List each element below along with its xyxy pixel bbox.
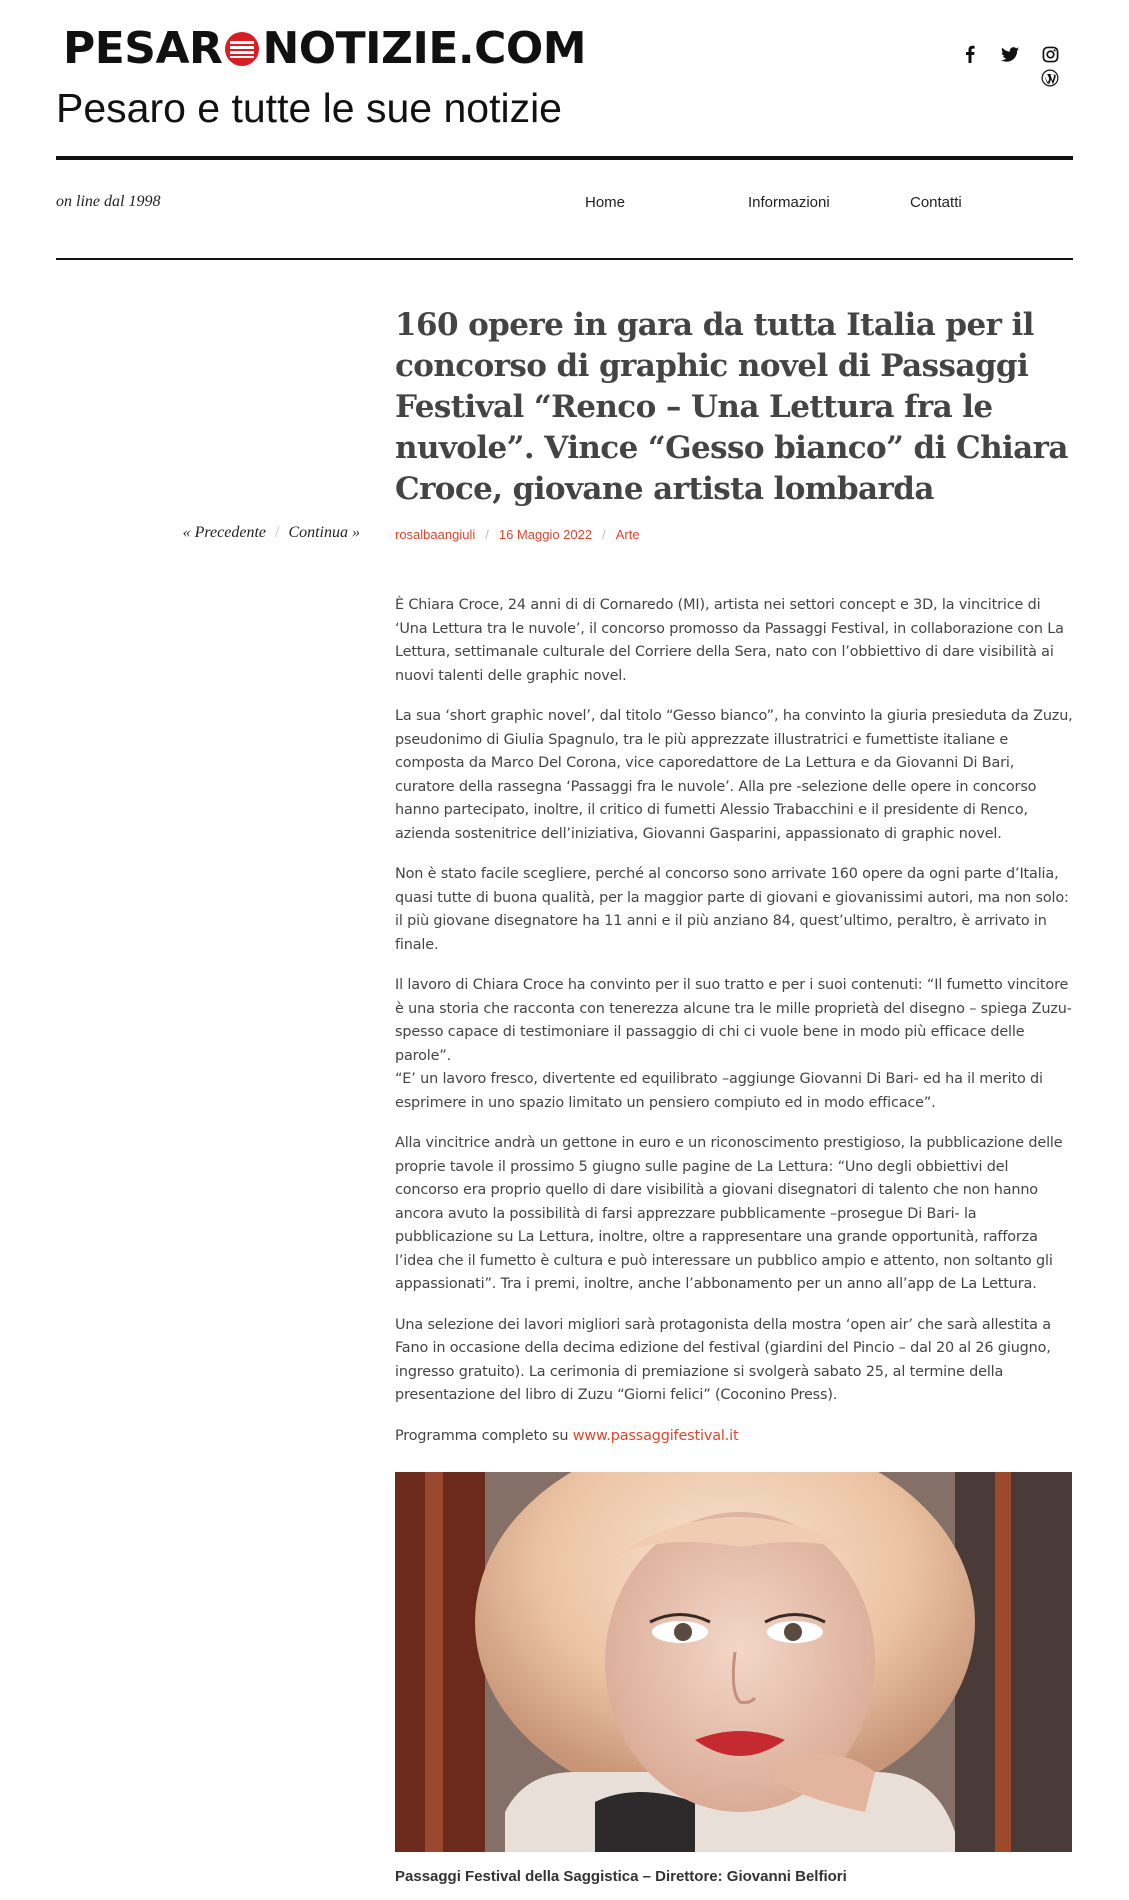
article-paragraph: Non è stato facile scegliere, perché al concorso sono arrivate 160 opere da ogni parte d’Italia, quasi tutte di buona qualità, per la maggior parte di giovani e giovanissimi autori, ma non solo: il più giovane disegnatore ha 11 anni e il più anziano 84, quest’ultimo, peraltro, è arrivato in finale. xyxy=(395,866,1069,953)
header-top-rule xyxy=(56,156,1073,160)
article-title: 160 opere in gara da tutta Italia per il concorso di graphic novel di Passaggi Festival “Renco – Una Lettura fra le nuvole”. Vince “Gesso bianco” di Chiara Croce, giovane artista lombarda xyxy=(395,307,1068,507)
program-prefix: Programma completo su xyxy=(395,1427,573,1444)
logo-o-icon xyxy=(224,31,260,67)
twitter-icon[interactable] xyxy=(1000,44,1020,64)
next-post-link[interactable]: Continua » xyxy=(288,524,360,541)
logo-text-right: NOTIZIE.COM xyxy=(262,23,587,74)
nav-home[interactable]: Home xyxy=(585,194,626,211)
article-content xyxy=(395,594,1075,1465)
festival-link[interactable]: www.passaggifestival.it xyxy=(572,1427,739,1444)
nav-informazioni[interactable]: Informazioni xyxy=(748,194,830,211)
meta-separator: / xyxy=(485,527,489,542)
article-paragraph-quote xyxy=(395,974,1075,1115)
nav-contatti[interactable]: Contatti xyxy=(910,194,962,211)
date-link[interactable]: 16 Maggio 2022 xyxy=(498,527,593,542)
post-navigation xyxy=(150,524,360,542)
article-photo xyxy=(395,1472,1072,1852)
header-bottom-rule xyxy=(56,258,1073,260)
quote-zuzu: Il lavoro di Chiara Croce ha convinto per il suo tratto e per i suoi contenuti: “Il fumetto vincitore è una storia che racconta con tenerezza alcune tra le mille proprietà del disegno – spiega Zuzu- spesso capace di testimoniare il passaggio di chi ci vuole bene in modo più efficace delle parole”. xyxy=(395,977,1072,1064)
site-tagline: Pesaro e tutte le sue notizie xyxy=(56,85,562,131)
online-since: on line dal 1998 xyxy=(56,193,161,210)
previous-post-link[interactable]: « Precedente xyxy=(182,524,266,541)
author-link[interactable]: rosalbaangiuli xyxy=(395,527,476,542)
facebook-icon[interactable] xyxy=(960,44,980,64)
post-nav-separator: / xyxy=(274,524,280,541)
article-meta xyxy=(395,527,640,542)
article-paragraph: La sua ‘short graphic novel’, dal titolo “Gesso bianco”, ha convinto la giuria presieduta da Zuzu, pseudonimo di Giulia Spagnulo, tra le più apprezzate illustratrici e fumettiste italiane e composta da Marco Del Corona, vice caporedattore de La Lettura e da Giovanni Di Bari, curatore della rassegna ‘Passaggi fra le nuvole’. Alla pre -selezione delle opere in concorso hanno partecipato, inoltre, il critico di fumetti Alessio Trabacchini e il presidente di Renco, azienda sostenitrice dell’iniziativa, Giovanni Gasparini, appassionato di graphic novel. xyxy=(395,708,1073,842)
social-links xyxy=(960,44,1080,94)
logo-text-left: PESAR xyxy=(63,23,223,74)
quote-di-bari: “E’ un lavoro fresco, divertente ed equilibrato –aggiunge Giovanni Di Bari- ed ha il merito di esprimere in uno spazio limitato un pensiero compiuto ed in modo efficace”. xyxy=(395,1071,1043,1111)
article-paragraph: Una selezione dei lavori migliori sarà protagonista della mostra ‘open air’ che sarà allestita a Fano in occasione della decima edizione del festival (giardini del Pincio – dal 20 al 26 giugno, ingresso gratuito). La cerimonia di premiazione si svolgerà sabato 25, al termine della presentazione del libro di Zuzu “Giorni felici” (Coconino Press). xyxy=(395,1316,1051,1403)
category-link[interactable]: Arte xyxy=(615,527,640,542)
article-paragraph: È Chiara Croce, 24 anni di di Cornaredo (MI), artista nei settori concept e 3D, la vincitrice di ‘Una Lettura tra le nuvole’, il concorso promosso da Passaggi Festival, in collaborazione con La Lettura, settimanale culturale del Corriere della Sera, nato con l’obbiettivo di dare visibilità ai nuovi talenti delle graphic novel. xyxy=(395,597,1064,684)
program-paragraph xyxy=(395,1425,1075,1449)
wordpress-icon[interactable] xyxy=(1040,68,1060,88)
photo-caption: Passaggi Festival della Saggistica – Direttore: Giovanni Belfiori xyxy=(395,1868,847,1885)
article-paragraph: Alla vincitrice andrà un gettone in euro e un riconoscimento prestigioso, la pubblicazione delle proprie tavole il prossimo 5 giugno sulle pagine de La Lettura: “Uno degli obbiettivi del concorso era proprio quello di dare visibilità a giovani disegnatori di talento che non hanno ancora avuto la possibilità di farsi apprezzare pubblicamente –prosegue Di Bari- la pubblicazione su La Lettura, inoltre, oltre a rappresentare una grande opportunità, rafforza l’idea che il fumetto è cultura e può interessare un pubblico ampio e attento, non soltanto gli appassionati”. Tra i premi, inoltre, anche l’abbonamento per un anno all’app de La Lettura. xyxy=(395,1135,1063,1292)
portrait-illustration xyxy=(395,1472,1072,1852)
site-logo[interactable] xyxy=(63,24,586,74)
instagram-icon[interactable] xyxy=(1040,44,1060,64)
meta-separator: / xyxy=(602,527,606,542)
